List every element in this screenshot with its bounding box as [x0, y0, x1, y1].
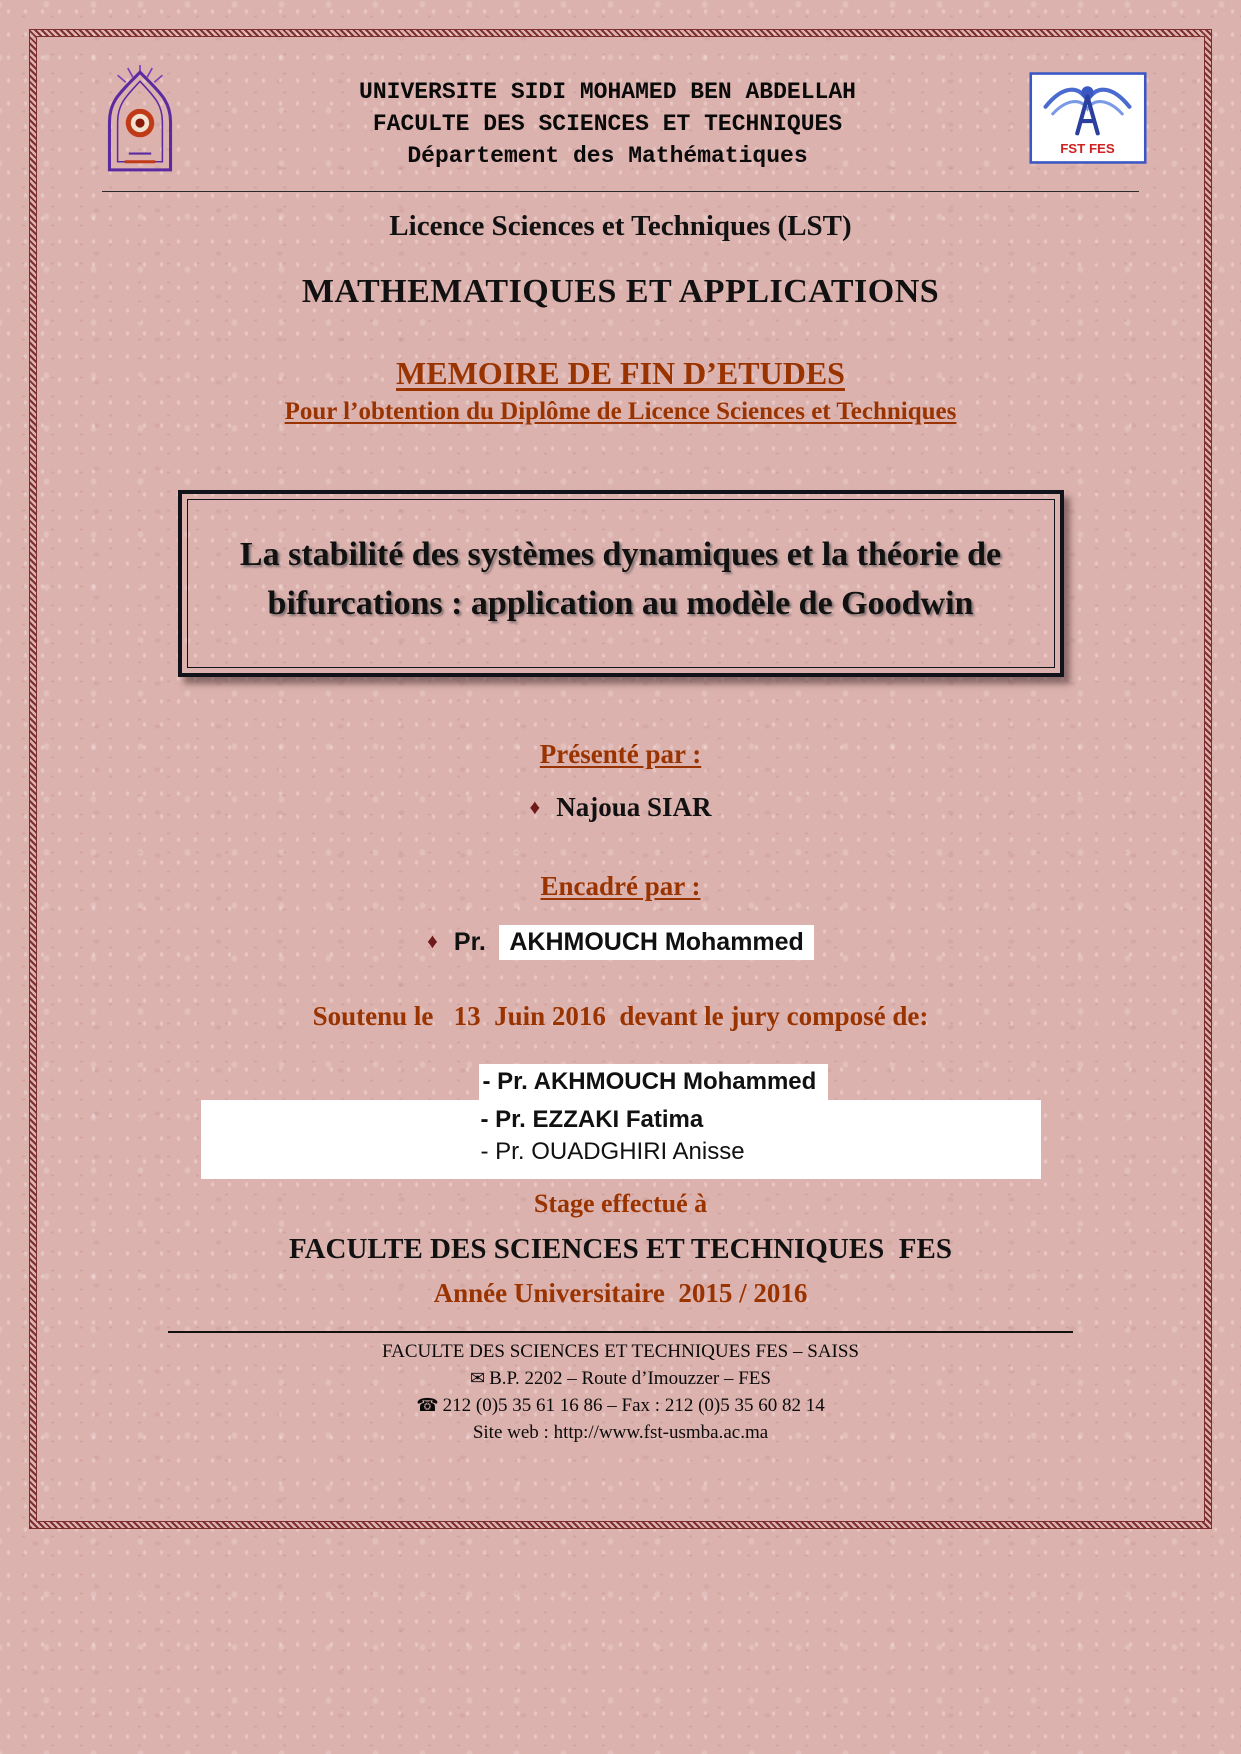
- presented-by-line: [80, 792, 1161, 823]
- diamond-bullet-icon: ♦: [529, 794, 541, 819]
- footer-phone-text: 212 (0)5 35 61 16 86 – Fax : 212 (0)5 35 60 82 14: [442, 1394, 825, 1416]
- footer-phone-line: [80, 1393, 1161, 1420]
- program-speciality: MATHEMATIQUES ET APPLICATIONS: [301, 273, 940, 310]
- header-divider: [102, 191, 1140, 192]
- memoire-title: MEMOIRE DE FIN D’ETUDES: [396, 355, 845, 391]
- thesis-title: [212, 530, 1030, 629]
- jury-name: EZZAKI Fatima: [532, 1105, 704, 1133]
- thesis-title-box: [178, 490, 1064, 677]
- jury-highlight-box: [201, 1100, 1041, 1179]
- thesis-title-line1: La stabilité des systèmes dynamiques et la théorie de: [239, 536, 1002, 573]
- diamond-bullet-icon: ♦: [427, 928, 438, 953]
- jury-member-row: [201, 1064, 1041, 1100]
- university-seal-icon: [94, 64, 186, 178]
- telephone-icon: ☎: [416, 1394, 439, 1415]
- internship-label: Stage effectué à: [533, 1188, 708, 1218]
- jury-member-3: [481, 1136, 1031, 1168]
- jury-prefix: - Pr.: [480, 1138, 525, 1166]
- defense-intro: Soutenu le 13 Juin 2016 devant le jury composé de:: [312, 1000, 929, 1031]
- footer-address-text: B.P. 2202 – Route d’Imouzzer – FES: [489, 1367, 771, 1389]
- jury-member-1: [479, 1064, 829, 1100]
- fst-fes-logo-caption: FST FES: [1060, 140, 1115, 156]
- jury-name: OUADGHIRI Anisse: [531, 1138, 745, 1166]
- fst-fes-logo: [1029, 72, 1147, 169]
- supervisor-name: AKHMOUCH Mohammed: [499, 925, 813, 960]
- page-content: [36, 36, 1205, 1522]
- jury-list: [201, 1064, 1041, 1179]
- thesis-title-box-inner: [187, 499, 1055, 668]
- supervisor-prefix: Pr.: [453, 927, 486, 956]
- jury-prefix: - Pr.: [482, 1067, 528, 1095]
- envelope-icon: ✉: [470, 1367, 486, 1388]
- internship-place: FACULTE DES SCIENCES ET TECHNIQUES FES: [289, 1232, 952, 1265]
- header: [80, 64, 1161, 183]
- decorative-border-frame: [30, 30, 1211, 1528]
- jury-prefix: - Pr.: [480, 1105, 526, 1133]
- jury-member-2: [481, 1104, 1031, 1136]
- faculty-name: FACULTE DES SCIENCES ET TECHNIQUES: [372, 111, 843, 138]
- memoire-subtitle: Pour l’obtention du Diplôme de Licence Sciences et Techniques: [284, 398, 957, 425]
- fst-fes-logo-icon: [1029, 72, 1147, 164]
- footer-faculty-line: FACULTE DES SCIENCES ET TECHNIQUES FES – SAISS: [381, 1340, 859, 1362]
- academic-year: Année Universitaire 2015 / 2016: [433, 1277, 808, 1308]
- presented-by-label: Présenté par :: [539, 738, 702, 769]
- student-name: Najoua SIAR: [556, 791, 712, 822]
- footer-divider: [168, 1331, 1073, 1333]
- footer: [80, 1339, 1161, 1447]
- department-name: Département des Mathématiques: [407, 143, 808, 170]
- university-name: UNIVERSITE SIDI MOHAMED BEN ABDELLAH: [359, 79, 856, 105]
- university-seal-logo: [94, 64, 186, 183]
- university-header-text: [186, 64, 1029, 173]
- thesis-title-line2: bifurcations : application au modèle de Goodwin: [267, 585, 974, 623]
- program-licence: Licence Sciences et Techniques (LST): [389, 210, 852, 242]
- jury-name: AKHMOUCH Mohammed: [533, 1067, 817, 1095]
- footer-website-line: Site web : http://www.fst-usmba.ac.ma: [472, 1421, 769, 1443]
- supervisor-line: [80, 926, 1161, 957]
- supervised-by-label: Encadré par :: [540, 870, 701, 901]
- footer-address-line: [80, 1366, 1161, 1393]
